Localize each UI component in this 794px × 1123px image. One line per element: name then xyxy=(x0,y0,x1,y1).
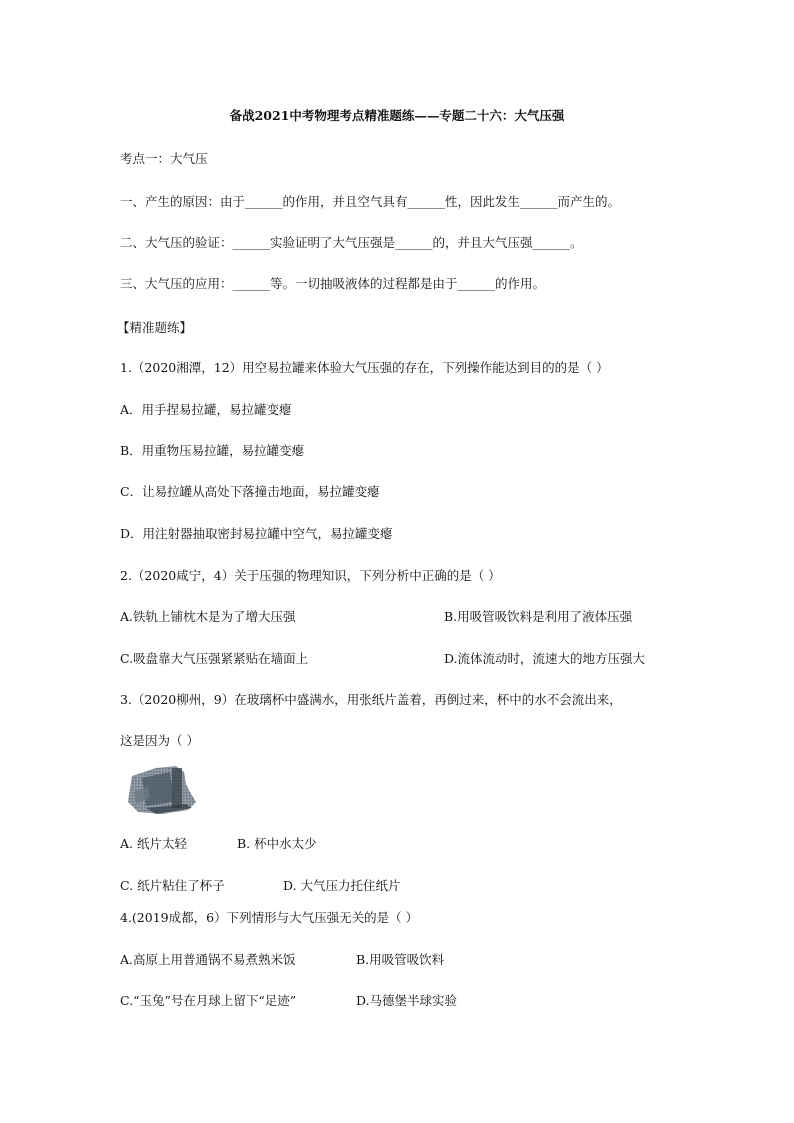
question-3-option-a: A. 纸片太轻 xyxy=(120,836,187,851)
question-4-option-c: C.“玉兔”号在月球上留下“足迹” xyxy=(120,993,297,1008)
question-2-option-d: D.流体流动时，流速大的地方压强大 xyxy=(444,651,646,666)
question-1-option-b: B．用重物压易拉罐，易拉罐变瘪 xyxy=(120,443,305,458)
question-4-option-d: D.马德堡半球实验 xyxy=(356,993,458,1008)
question-3-stem-line-2: 这是因为（ ） xyxy=(120,733,199,748)
question-2-option-c: C.吸盘靠大气压强紧紧贴在墙面上 xyxy=(120,651,309,666)
question-3-option-d: D. 大气压力托住纸片 xyxy=(283,878,401,893)
question-3-option-b: B. 杯中水太少 xyxy=(237,836,317,851)
question-4-option-a: A.高原上用普通锅不易煮熟米饭 xyxy=(120,952,296,967)
knowledge-point-2: 二、大气压的验证：______实验证明了大气压强是______的，并且大气压强______。 xyxy=(120,235,583,250)
practice-heading: 【精准题练】 xyxy=(117,320,193,335)
question-3-stem-line-1: 3.（2020柳州，9）在玻璃杯中盛满水，用张纸片盖着，再倒过来，杯中的水不会流出来， xyxy=(120,692,622,707)
question-1-stem: 1.（2020湘潭，12）用空易拉罐来体验大气压强的存在，下列操作能达到目的的是（ ） xyxy=(120,360,609,375)
page-title: 备战2021中考物理考点精准题练——专题二十六：大气压强 xyxy=(229,108,565,123)
section-heading: 考点一：大气压 xyxy=(120,151,208,166)
knowledge-point-1: 一、产生的原因：由于______的作用，并且空气具有______性，因此发生______而产生的。 xyxy=(120,194,621,209)
question-1-option-a: A．用手捏易拉罐，易拉罐变瘪 xyxy=(120,402,292,417)
question-4-option-b: B.用吸管吸饮料 xyxy=(356,952,445,967)
knowledge-point-3: 三、大气压的应用：______等。一切抽吸液体的过程都是由于______的作用。 xyxy=(120,276,546,291)
question-1-option-c: C．让易拉罐从高处下落撞击地面，易拉罐变瘪 xyxy=(120,484,380,499)
question-2-stem: 2.（2020咸宁，4）关于压强的物理知识，下列分析中正确的是（ ） xyxy=(120,568,501,583)
question-2-option-a: A.铁轨上铺枕木是为了增大压强 xyxy=(120,609,296,624)
question-1-option-d: D．用注射器抽取密封易拉罐中空气，易拉罐变瘪 xyxy=(120,526,393,541)
question-2-option-b: B.用吸管吸饮料是利用了液体压强 xyxy=(444,609,633,624)
question-4-stem: 4.(2019成都，6）下列情形与大气压强无关的是（ ） xyxy=(120,910,419,925)
question-3-option-c: C. 纸片粘住了杯子 xyxy=(120,878,225,893)
inverted-cup-figure xyxy=(126,762,198,816)
